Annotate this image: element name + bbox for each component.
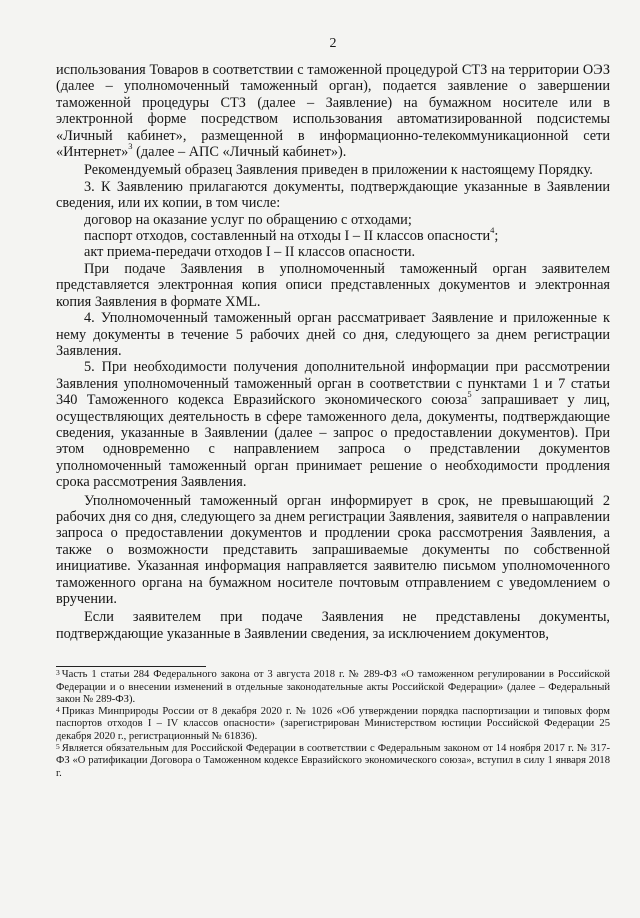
paragraph-3: 3. К Заявлению прилагаются документы, подтверждающие указанные в Заявлении сведения, или их копии, в том числе:: [56, 178, 610, 212]
footnote-divider: [56, 666, 206, 667]
paragraph-9-tail: запрашивает у лиц, осуществляющих деятельность в сфере таможенного дела, документы, подтверждающие сведения, указанные в Заявлении (далее – запрос о предоставлении документов). При этом одновременно с направлением запроса о представлении документов уполномоченный таможенный орган принимает решение о необходимости продления срока рассмотрения Заявления.: [56, 392, 611, 491]
paragraph-8: 4. Уполномоченный таможенный орган рассматривает Заявление и приложенные к нему документы в течение 5 рабочих дней со дня, следующего за днем регистрации Заявления.: [56, 310, 610, 359]
paragraph-5-text: паспорт отходов, составленный на отходы I – II классов опасности: [84, 228, 491, 245]
paragraph-9: [56, 359, 610, 490]
footnote-3-text: Часть 1 статьи 284 Федерального закона от 3 августа 2018 г. № 289-ФЗ «О таможенном регулировании в Российской Федерации и о внесении изменений в отдельные законодательные акты Российской Федерации» (далее – Федеральный закон № 289-ФЗ).: [56, 669, 610, 705]
footnote-5: [56, 743, 610, 780]
paragraph-9-text: 5. При необходимости получения дополнительной информации при рассмотрении Заявления уполномоченный таможенный орган в соответствии с пунктами 1 и 7 статьи 340 Таможенного кодекса Евразийского экономического союза: [56, 359, 610, 409]
footnote-4-text: Приказ Минприроды России от 8 декабря 2020 г. № 1026 «Об утверждении порядка паспортизации и типовых форм паспортов отходов I – IV классов опасности» (зарегистрирован Министерством юстиции Российской Федерации 25 декабря 2020 г., регистрационный № 61836).: [56, 706, 610, 742]
footnote-4: [56, 706, 610, 743]
paragraph-1-tail: (далее – АПС «Личный кабинет»).: [132, 144, 347, 161]
footnote-3-number: 3: [56, 668, 60, 678]
paragraph-11: Если заявителем при подаче Заявления не представлены документы, подтверждающие указанные в Заявлении сведения, за исключением документов,: [56, 609, 610, 642]
paragraph-4: договор на оказание услуг по обращению с отходами;: [84, 211, 412, 228]
paragraph-2: Рекомендуемый образец Заявления приведен в приложении к настоящему Порядку.: [84, 162, 593, 179]
footnote-ref-5: 5: [467, 389, 472, 400]
footnote-4-number: 4: [56, 705, 60, 715]
paragraph-6: акт приема-передачи отходов I – II классов опасности.: [84, 244, 416, 261]
paragraph-1-text: использования Товаров в соответствии с таможенной процедурой СТЗ на территории ОЭЗ (далее – уполномоченный таможенный орган), подается заявление о завершении таможенной процедуры СТЗ (далее – Заявление) на бумажном носителе или в электронной форме посредством использования автоматизированной подсистемы «Личный кабинет», размещенной в информационно-телекоммуникационной сети «Интернет»: [56, 62, 610, 161]
footnote-5-number: 5: [56, 742, 60, 751]
body-text: [56, 62, 610, 642]
footnote-5-text: Является обязательным для Российской Федерации в соответствии с Федеральным законом от 14 ноября 2017 г. № 317-ФЗ «О ратификации Договора о Таможенном кодексе Евразийского экономического союза», вступил в силу 1 января 2018 г.: [56, 743, 610, 779]
paragraph-7: При подаче Заявления в уполномоченный таможенный орган заявителем представляется электронная копия описи представленных документов и электронная копия Заявления в формате XML.: [56, 260, 610, 310]
footnote-ref-3: 3: [128, 141, 133, 152]
footnote-ref-4: 4: [490, 225, 495, 236]
paragraph-10: Уполномоченный таможенный орган информирует в срок, не превышающий 2 рабочих дня со дня, следующего за днем регистрации Заявления, заявителя о направлении запроса о предоставлении документов и продлении срока рассмотрения Заявления, а также о возможности представить запрашиваемые документы по собственной инициативе. Указанная информация направляется заявителю письмом уполномоченного таможенного органа на бумажном носителе почтовым отправлением с уведомлением о вручении.: [56, 492, 610, 607]
page-number: 2: [329, 36, 337, 51]
paragraph-5-tail: ;: [494, 228, 499, 245]
footnotes: [56, 669, 610, 780]
paragraph-5: [56, 225, 610, 245]
paragraph-1: [56, 62, 610, 160]
footnote-3: [56, 669, 610, 706]
